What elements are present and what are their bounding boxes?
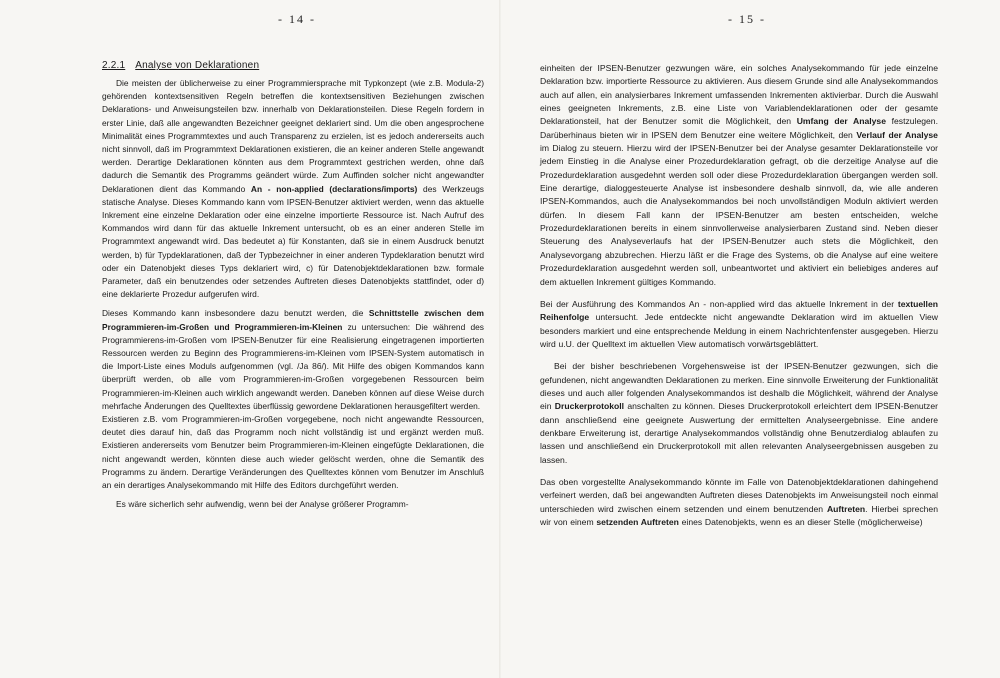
text-run: Das oben vorgestellte Analysekommando könnte im Falle von Datenobjektdeklarationen dahingehend verfeinert werden, daß bei angewandten Auftreten dieses Datenobjekts im Anweisungsteil noch einmal unterschieden wird zwischen einem setzenden und einem benutzenden — [540, 476, 938, 514]
text-run: zu untersuchen: Die während des Programmierens-im-Großen vom IPSEN-Benutzer für eine Realisierung eingetragenen importierten Ressourcen werden zu Beginn des Programmierens-im-Kleinen vom IPSEN-System automatisch in die Import-Liste eines Moduls aufgenommen (vgl. /Ja 86/). Mit Hilfe des obigen Kommandos kann überprüft werden, ob alle vom Programmieren-im-Großen vorgegebenen Ressourcen beim Programmieren-im-Kleinen auch wirklich angewandt werden. Daneben können auf diese Weise durch mehrfache Änderungen des Quelltextes überflüssig gewordene Deklarationen herausgefiltert werden. — [102, 321, 484, 411]
text-run: einheiten der IPSEN-Benutzer gezwungen wäre, ein solches Analysekommando für jede einzelne Deklaration bzw. importierte Ressource zu aktivieren. Aus diesem Grunde sind alle Analysekommandos auch auf allen, ein analysierbares Inkrement umfassenden Inkrementen aktivierbar. Durch die Auswahl eines geeigneten Inkrements, z.B. eine Liste von Variablendeklarationen oder der gesamte Deklarationsteil, hat der Benutzer somit die Möglichkeit, den — [540, 63, 938, 127]
paragraph: Existieren z.B. vom Programmieren-im-Großen vorgegebene, noch nicht angewandte Ressourcen, deutet dies darauf hin, daß das Programm noch nicht vollständig ist und ergänzt werden muß. Existieren andererseits vom Benutzer beim Programmieren-im-Kleinen eingefügte Deklarationen, die nicht angewandt werden, könnten diese auch wieder gelöscht werden, ohne die Semantik des Programms zu ändern. Derartige Veränderungen des Quelltextes können vom Benutzer im Anschluß an ein derartiges Analysekommando mit Hilfe des Editors durchgeführt werden. — [102, 414, 484, 491]
paragraph — [102, 307, 484, 413]
text-run: . Hierbei sprechen wir von einem — [540, 503, 938, 527]
emphasis: Druckerprotokoll — [554, 401, 625, 412]
text-run: festzulegen. Darüberhinaus bieten wir in IPSEN dem Benutzer eine weitere Möglichkeit, den — [540, 116, 938, 140]
emphasis: setzenden Auftreten — [596, 517, 679, 527]
left-page-number: - 14 - — [278, 12, 316, 26]
right-page — [500, 0, 1000, 678]
emphasis: Auftreten — [826, 503, 866, 514]
section-title: Analyse von Deklarationen — [135, 60, 260, 71]
emphasis: An - non-applied (declarations/imports) — [250, 183, 418, 194]
paragraph: Es wäre sicherlich sehr aufwendig, wenn bei der Analyse größerer Programm- — [116, 499, 409, 510]
text-run: Bei der Ausführung des Kommandos An - non-applied wird das aktuelle Inkrement in der — [540, 298, 895, 309]
text-run: Bei der bisher beschriebenen Vorgehensweise ist der IPSEN-Benutzer gezwungen, sich die gefundenen, nicht angewandten Deklarationen zu merken. Eine sinnvolle Erweiterung der Funktionalität dieses und auch aller folgenden Analysekommandos ist deshalb die Möglichkeit, während der Analyse ein — [540, 361, 938, 412]
section-heading — [102, 60, 484, 71]
paragraph — [540, 298, 938, 351]
paragraph — [540, 62, 938, 289]
text-run: eines Datenobjekts, wenn es an dieser Stelle (möglicherweise) — [681, 517, 923, 527]
text-run: anschalten zu können. Dieses Druckerprotokoll erleichtert dem IPSEN-Benutzer dann anschließend eine geeignete Auswertung der ermittelten Analyseergebnisse. Eine andere denkbare Erweiterung ist, derartige Analysekommandos vollständig ohne Benutzerdialog ablaufen zu lassen und anschließend ein Druckerprotokoll mit allen relevanten Analyseergebnissen ausgeben zu lassen. — [540, 401, 938, 465]
right-page-number: - 15 - — [728, 12, 766, 26]
emphasis: Schnittstelle zwischen dem Programmieren-im-Großen und Programmieren-im-Kleinen — [102, 308, 484, 332]
paragraph — [102, 77, 484, 301]
text-run: untersucht. Jede entdeckte nicht angewandte Deklaration wird im aktuellen View besonders markiert und eine entsprechende Meldung in einem Nachrichtenfenster ausgegeben. Hierzu wird u.U. der Quelltext im aktuellen View automatisch vorwärtsgeblättert. — [540, 312, 938, 349]
emphasis: Umfang der Analyse — [796, 116, 886, 127]
text-run: des Werkzeugs statische Analyse. Dieses Kommando kann vom IPSEN-Benutzer aktiviert werden, wenn das aktuelle Inkrement eine einzelne Deklaration oder eine einzelne importierte Ressource ist. Nach Aufruf des Kommandos wird dann für das aktuelle Inkrement untersucht, ob es an einer anderen Stelle im Programmtext angewandt wird. Das bedeutet a) für Konstanten, daß sie in einem Ausdruck benutzt werden, b) für Typdeklarationen, daß der Typbezeichner in einer anderen Typdeklaration benutzt wird oder ein Datenobjekt dieses Typs deklariert wird, c) für Datenobjektdeklarationen bzw. formale Parameter, daß ein benutzendes oder setzendes Auftreten dieses Datenobjekts stattfindet, oder d) eine deklarierte Prozedur aufgerufen wird. — [102, 183, 484, 300]
text-run: im Dialog zu steuern. Hierzu wird der IPSEN-Benutzer bei der Analyse gesamter Deklarationsteile vor jedem Einstieg in die Analyse einer Prozedurdeklaration gefragt, ob die derzeitige Analyse auf die Prozedurdeklaration ausgedehnt werden soll oder diese Prozedurdeklaration übergangen werden soll. Eine derartige, dialoggesteuerte Analyse ist insbesondere deshalb sinnvoll, da, wie alle anderen IPSEN-Kommandos, auch die Analysekommandos bei noch unvollständigen Moduln aktiviert werden dürfen. In diesem Fall kann der IPSEN-Benutzer am besten entscheiden, welche Prozedurdeklarationen bereits in einem sinnvollerweise analysierbaren Zustand sind. Neben dieser Steuerung des Analyseverlaufs hat der IPSEN-Benutzer auch stets die Möglichkeit, den Analysevorgang abzubrechen. Hierzu läßt er die Frage des Systems, ob die Analyse auf eine weitere Prozedurdeklaration ausgedehnt werden soll, unbeantwortet und aktiviert ein beliebiges anderes auf dem aktuellen Inkrement gültiges Kommando. — [540, 143, 938, 287]
section-number: 2.2.1 — [102, 60, 126, 71]
emphasis: Verlauf der Analyse — [856, 129, 938, 140]
text-run: Dieses Kommando kann insbesondere dazu benutzt werden, die — [102, 308, 364, 319]
paragraph — [540, 476, 938, 529]
paragraph — [540, 360, 938, 467]
text-run: Die meisten der üblicherweise zu einer Programmiersprache mit Typkonzept (wie z.B. Modula-2) gehörenden kontextsensitiven Regeln betreffen die kontextsensitiven Beziehungen zwischen Deklarations- und Anweisungsteilen bzw. innerhalb von Deklarationsteilen. Diese Regeln fordern in erster Linie, daß alle angewandten Bezeichner geeignet deklariert sind. Um die oben angesprochene Minimalität eines Programmtextes und auch Transparenz zu erzielen, ist es jedoch andererseits auch nicht sinnvoll, daß im Programmtext Deklarationen existieren, die an keiner anderen Stelle angewandt werden. Derartige Deklarationen könnten aus dem Programmtext gestrichen werden, ohne daß dadurch die Semantik des Programms geändert würde. Zum Auffinden solcher nicht angewandter Deklarationen dient das Kommando — [102, 78, 484, 194]
emphasis: textuellen Reihenfolge — [540, 298, 938, 323]
